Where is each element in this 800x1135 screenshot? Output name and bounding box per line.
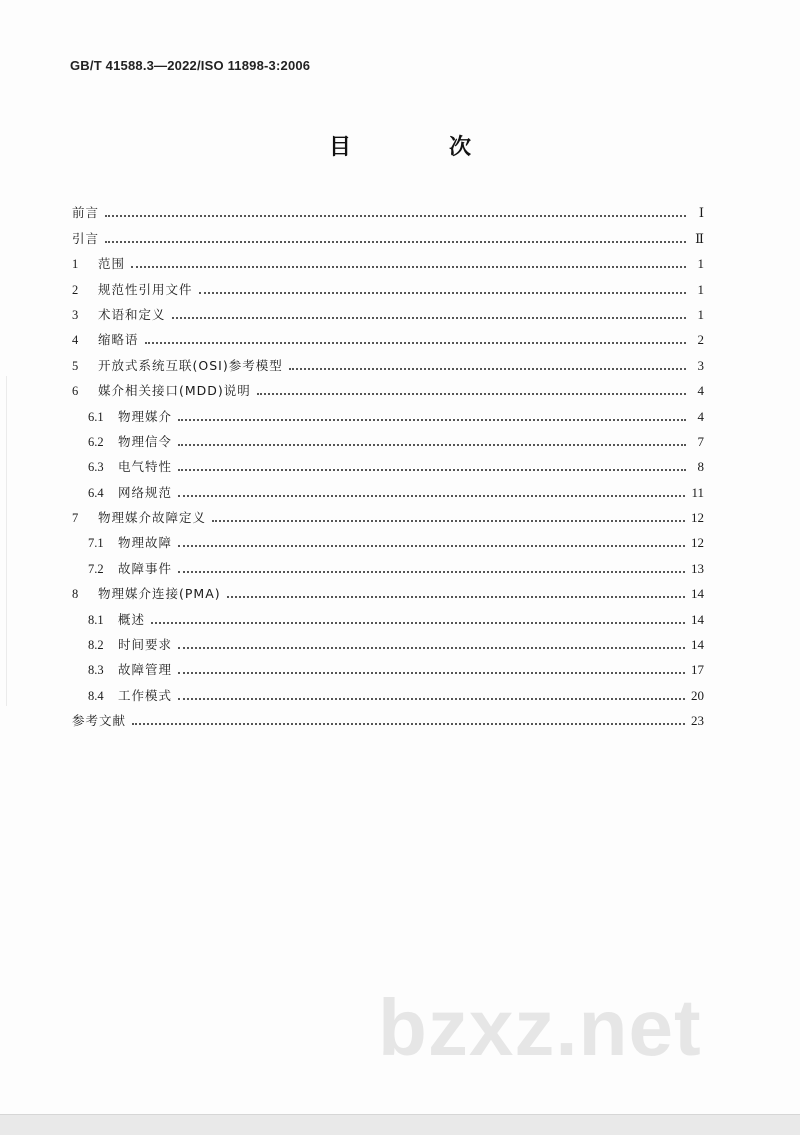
toc-entry-page-number: 3	[697, 357, 704, 373]
toc-dot-leader	[151, 622, 685, 624]
toc-entry-title: 开放式系统互联(OSI)参考模型	[98, 357, 283, 373]
toc-entry[interactable]	[72, 526, 704, 551]
toc-dot-leader	[257, 393, 686, 395]
toc-dot-leader	[178, 698, 685, 700]
scan-edge-mark	[6, 376, 7, 706]
toc-entry-number: 7.2	[88, 561, 104, 576]
toc-entry-number: 3	[72, 307, 79, 322]
toc-dot-leader	[212, 520, 685, 522]
toc-entry-title: 物理媒介连接(PMA)	[98, 586, 221, 602]
toc-dot-leader	[227, 596, 685, 598]
toc-entry-page-number: 2	[697, 332, 704, 348]
toc-entry-page-number: 13	[691, 560, 704, 576]
toc-dot-leader	[105, 241, 686, 243]
toc-dot-leader	[178, 545, 685, 547]
toc-entry-number: 8.1	[88, 612, 104, 627]
toc-entry-title: 电气特性	[118, 459, 173, 475]
toc-entry[interactable]	[72, 450, 704, 475]
toc-entry-number: 6.1	[88, 409, 104, 424]
toc-entry[interactable]	[72, 602, 704, 627]
toc-dot-leader	[145, 342, 686, 344]
toc-entry-page-number: Ⅱ	[695, 230, 704, 246]
toc-dot-leader	[199, 292, 686, 294]
toc-entry-title: 工作模式	[118, 687, 173, 703]
toc-entry-title: 规范性引用文件	[98, 281, 193, 297]
toc-dot-leader	[289, 368, 686, 370]
toc-entry-page-number: 17	[691, 662, 704, 678]
toc-entry-number: 8.3	[88, 663, 104, 678]
toc-entry-page-number: 14	[691, 586, 704, 602]
toc-entry-number: 4	[72, 333, 79, 348]
toc-entry[interactable]	[72, 551, 704, 576]
toc-dot-leader	[178, 571, 685, 573]
toc-entry-page-number: 12	[691, 510, 704, 526]
toc-entry-number: 5	[72, 358, 79, 373]
toc-dot-leader	[178, 647, 685, 649]
toc-dot-leader	[131, 266, 686, 268]
standard-number-header: GB/T 41588.3—2022/ISO 11898-3:2006	[70, 58, 311, 73]
toc-entry-number: 6.2	[88, 434, 104, 449]
toc-dot-leader	[172, 317, 686, 319]
toc-entry-page-number: 8	[697, 459, 704, 475]
toc-entry-title: 引言	[72, 230, 100, 246]
toc-entry[interactable]	[72, 501, 704, 526]
toc-entry-title: 缩略语	[98, 332, 139, 348]
toc-entry-page-number: Ⅰ	[698, 205, 704, 221]
toc-entry[interactable]	[72, 653, 704, 678]
toc-entry[interactable]	[72, 475, 704, 500]
toc-entry[interactable]	[72, 298, 704, 323]
toc-entry-title: 前言	[72, 205, 100, 221]
toc-entry[interactable]	[72, 704, 704, 729]
toc-entry[interactable]	[72, 374, 704, 399]
toc-entry-title: 物理媒介故障定义	[98, 510, 207, 526]
toc-entry-title: 媒介相关接口(MDD)说明	[98, 383, 251, 399]
toc-entry-page-number: 20	[691, 687, 704, 703]
toc-entry-number: 7	[72, 511, 79, 526]
watermark-logo: bzxz.net	[378, 983, 702, 1072]
toc-entry-page-number: 1	[697, 306, 704, 322]
toc-entry-title: 术语和定义	[98, 306, 166, 322]
toc-entry-page-number: 23	[691, 713, 704, 729]
toc-entry-page-number: 1	[697, 256, 704, 272]
toc-entry-title: 概述	[118, 611, 146, 627]
toc-dot-leader	[178, 469, 686, 471]
toc-entry[interactable]	[72, 348, 704, 373]
toc-entry-number: 8	[72, 587, 79, 602]
toc-dot-leader	[178, 444, 686, 446]
toc-entry[interactable]	[72, 196, 704, 221]
toc-entry[interactable]	[72, 399, 704, 424]
toc-entry-number: 6.3	[88, 460, 104, 475]
table-of-contents	[72, 196, 704, 729]
toc-entry[interactable]	[72, 577, 704, 602]
toc-entry[interactable]	[72, 425, 704, 450]
toc-entry[interactable]	[72, 323, 704, 348]
toc-entry[interactable]	[72, 628, 704, 653]
toc-entry-title: 故障事件	[118, 560, 173, 576]
toc-entry-number: 1	[72, 257, 79, 272]
toc-entry-title: 参考文献	[72, 713, 127, 729]
toc-entry-page-number: 1	[697, 281, 704, 297]
toc-entry-title: 网络规范	[118, 484, 173, 500]
toc-entry-title: 物理故障	[118, 535, 173, 551]
toc-entry-title: 物理媒介	[118, 408, 173, 424]
toc-entry[interactable]	[72, 272, 704, 297]
toc-entry-title: 故障管理	[118, 662, 173, 678]
toc-entry-page-number: 4	[697, 383, 704, 399]
toc-entry-page-number: 12	[691, 535, 704, 551]
toc-dot-leader	[178, 419, 686, 421]
toc-entry[interactable]	[72, 678, 704, 703]
toc-entry[interactable]	[72, 247, 704, 272]
toc-dot-leader	[132, 723, 685, 725]
toc-entry-number: 7.1	[88, 536, 104, 551]
toc-dot-leader	[105, 215, 686, 217]
page-bottom-edge	[0, 1114, 800, 1135]
toc-entry-title: 物理信令	[118, 433, 173, 449]
toc-entry-page-number: 4	[697, 408, 704, 424]
toc-entry-page-number: 7	[697, 433, 704, 449]
toc-entry-number: 6	[72, 384, 79, 399]
toc-entry-page-number: 14	[691, 637, 704, 653]
toc-entry-number: 8.4	[88, 688, 104, 703]
toc-entry-number: 2	[72, 282, 79, 297]
toc-entry-title: 范围	[98, 256, 126, 272]
page-title: 目 次	[328, 135, 509, 160]
toc-entry-page-number: 11	[691, 484, 704, 500]
toc-dot-leader	[178, 495, 685, 497]
toc-entry-page-number: 14	[691, 611, 704, 627]
toc-entry[interactable]	[72, 221, 704, 246]
toc-entry-number: 8.2	[88, 638, 104, 653]
toc-entry-title: 时间要求	[118, 637, 173, 653]
toc-entry-number: 6.4	[88, 485, 104, 500]
toc-dot-leader	[178, 672, 685, 674]
